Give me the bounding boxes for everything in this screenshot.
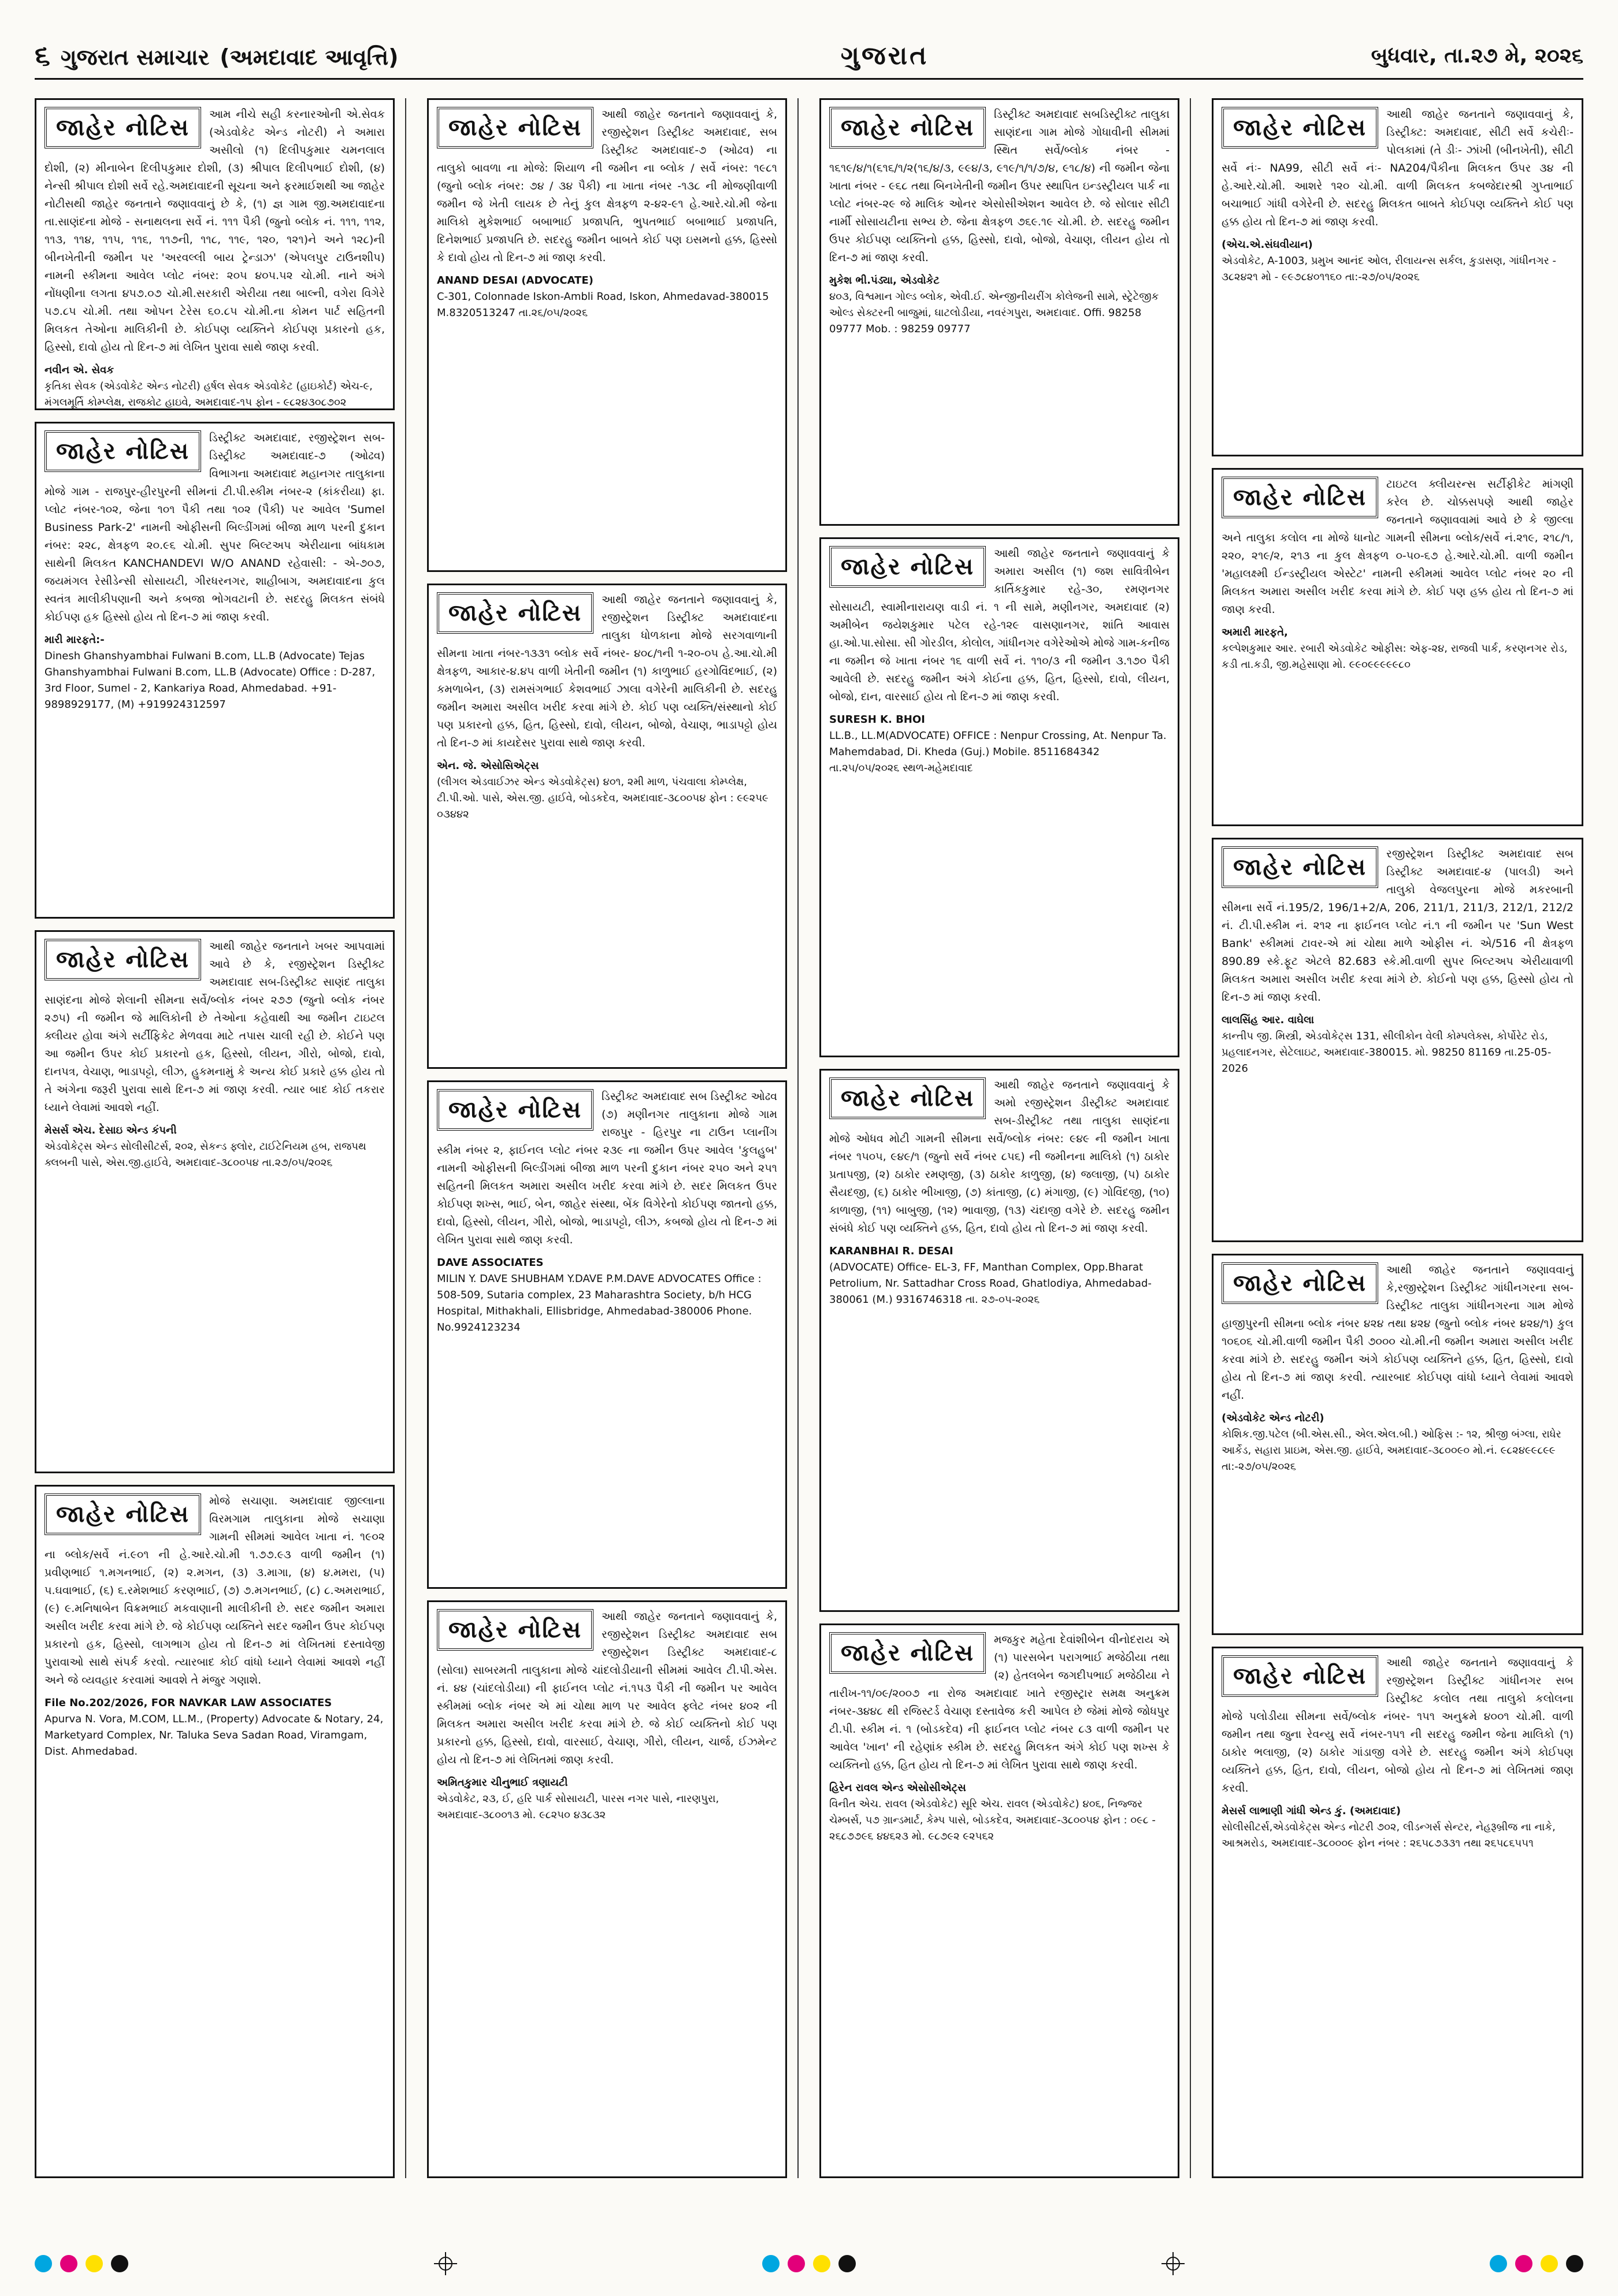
notice-body: આથી જાહેર જનતાને જણાવવાનું કે, રજીસ્ટ્રેશન ડિસ્ટ્રીક્ટ અમદાવાદ, સબ ડિસ્ટ્રીક્ટ અમદાવાદ-૭ (ઓઢવ) ના તાલુકો બાવળા ના મોજે: શિયાળ ની જમીન ના બ્લોક / સર્વે નંબર: ૧૯૮૧ (જુનો બ્લોક નંબર: ૭૪ / ૩૪ પૈકી) ના ખાતા નંબર -૧૩૮ ની મોજણીવાળી જમીન જે ખેતી લાયક છે તેનું કુલ ક્ષેત્રફળ ૨-૪૨-૯૧ હે.આરે.ચો.મી જેના માલિકો મુકેશભાઈ બબાભાઈ પ્રજાપતિ, ભુપતભાઈ બબાભાઈ પ્રજાપતિ, દિનેશભાઈ પ્રજાપતિ છે. સદરહુ જમીન બાબતે કોઈ પણ ઇસમનો હક્ક, હિસ્સો કે દાવો હોય તો દિન-૭ માં જાણ કરવી. <box>437 108 777 264</box>
notice-body: આથી જાહેર જનતાને જણાવવાનું કે, રજીસ્ટ્રેશન ડિસ્ટ્રીક્ટ અમદાવાદ સબ રજીસ્ટ્રેશન ડિસ્ટ્રીક્ટ અમદાવાદ-૮ (સોલા) સાબરમતી તાલુકાના મોજે ચાંદલોડીયાની સીમમાં આવેલ ટી.પી.એસ. નં. ૪૪ (ચાંદલોડીયા) ની ફાઈનલ પ્લોટ નં.૧૫૩ પૈકી ની જમીન પર આવેલ સ્કીમમાં બ્લોક નંબર એ માં ચોથા માળ પર આવેલ ફ્લેટ નંબર ૪૦૨ ની મિલકત અમારા અસીલ ખરીદ કરવા માંગે છે. જે કોઈ વ્યક્તિનો કોઈ પણ પ્રકારનો હક્ક, હિસ્સો, દાવો, વારસાઈ, વેચાણ, ગીરો, લીયન, ચાર્જ, ઈઝમેન્ટ હોય તો દિન-૭ માં લેખિતમાં જાણ કરવી. <box>437 1610 777 1766</box>
magenta-dot-icon <box>1515 2255 1532 2272</box>
public-notice <box>427 1080 787 1589</box>
public-notice <box>427 584 787 1069</box>
masthead-left <box>35 39 399 72</box>
notice-heading: જાહેર નોટિસ <box>1222 846 1378 888</box>
public-notice <box>35 930 395 1473</box>
cyan-dot-icon <box>762 2255 780 2272</box>
public-notice <box>819 1623 1179 2178</box>
signer-name: એન. જે. એસોસિએટ્સ <box>437 760 539 772</box>
notice-heading: જાહેર નોટિસ <box>44 939 201 980</box>
signer-detail: (ADVOCATE) Office- EL-3, FF, Manthan Complex, Opp.Bharat Petrolium, Nr. Sattadhar Cross Road, Ghatlodiya, Ahmedabad-380061 (M.) 9316746318 તા. ૨૭-૦૫-૨૦૨૬ <box>829 1261 1152 1306</box>
notice-signature <box>1222 1803 1574 1852</box>
print-registration-marks <box>35 2252 1583 2275</box>
signer-detail: C-301, Colonnade Iskon-Ambli Road, Iskon, Ahmedavad-380015 M.8320513247 તા.૨૬/૦૫/૨૦૨૬ <box>437 291 769 319</box>
notice-heading: જાહેર નોટિસ <box>829 546 986 588</box>
crosshair-icon <box>434 2252 457 2275</box>
notice-signature <box>1222 1012 1574 1077</box>
notice-body: ટાઇટલ ક્લીયરન્સ સર્ટીફીકેટ માંગણી કરેલ છે. ચોક્કસપણે આથી જાહેર જનતાને જણાવવામાં આવે છે કે જીલ્લા અને તાલુકા કલોલ ના મોજે ધાનોટ ગામની સીમના બ્લોક/સર્વે નં.૨૧૯, ૨૧૮/૧, ૨૨૦, ૨૧૯/૨, ૨૧૩ ના કુલ ક્ષેત્રફળ ૦-૫૦-૬૭ હે.આરે.ચો.મી. વાળી જમીન 'મહાલક્ષ્મી ઈન્ડસ્ટ્રીયલ એસ્ટેટ' નામની સ્કીમમાં આવેલ પ્લોટ નંબર ૨૦ ની મિલકત અમારા અસીલ ખરીદ કરવા માંગે છે. કોઈ પણ હક્ક હોય તો દિન-૭ માં જાણ કરવી. <box>1222 478 1574 616</box>
public-notice <box>1212 98 1583 456</box>
signer-name: લાલસિંહ આર. વાઘેલા <box>1222 1014 1315 1026</box>
public-notice <box>35 422 395 919</box>
notice-heading: જાહેર નોટિસ <box>829 1632 986 1674</box>
signer-name: (એડવોકેટ એન્ડ નોટરી) <box>1222 1412 1324 1424</box>
signer-detail: Dinesh Ghanshyambhai Fulwani B.com, LL.B (Advocate) Tejas Ghanshyambhai Fulwani B.com, LL.B (Advocate) Office : D-287, 3rd Floor, Sumel - 2, Kankariya Road, Ahmedabad. +91-9898929177, (M) +919924312597 <box>44 650 376 711</box>
signer-name: DAVE ASSOCIATES <box>437 1257 544 1269</box>
public-notice <box>427 98 787 572</box>
color-dots-center <box>762 2255 856 2272</box>
signer-detail: LL.B., LL.M(ADVOCATE) OFFICE : Nenpur Crossing, At. Nenpur Ta. Mahemdabad, Di. Kheda (Guj.) Mobile. 8511684342 તા.૨૫/૦૫/૨૦૨૬ સ્થળ-મહેમદાવાદ <box>829 730 1167 774</box>
column-4 <box>1212 98 1583 2178</box>
signer-detail: કલ્પેશકુમાર આર. રબારી એડવોકેટ ઓફીસ: એફ-૨૪, રાજવી પાર્ક, કરણનગર રોડ, કડી તા.કડી, જી.મહેસાણા મો. ૯૯૦૯૯૯૯૯૮૦ <box>1222 642 1568 671</box>
public-notice <box>1212 468 1583 826</box>
notice-heading: જાહેર નોટિસ <box>44 107 201 148</box>
color-dots-right <box>1490 2255 1583 2272</box>
signer-name: અમિતકુમાર ચીનુભાઈ ત્રણાયટી <box>437 1777 568 1789</box>
column-3 <box>819 98 1191 2178</box>
notice-signature <box>829 273 1170 337</box>
notice-signature <box>1222 1410 1574 1475</box>
signer-name: નવીન એ. સેવક <box>44 364 114 376</box>
notice-signature <box>437 273 777 321</box>
page-masthead <box>35 34 1583 80</box>
notice-body: રજીસ્ટ્રેશન ડિસ્ટ્રીક્ટ અમદાવાદ સબ ડિસ્ટ્રીક્ટ અમદાવાદ-૪ (પાલડી) અને તાલુકો વેજલપુરના મોજે મકરબાની સીમના સર્વે નં.195/2, 196/1+2/A, 206, 211/1, 211/3, 212/1, 212/2 નં. ટી.પી.સ્કીમ નં. ૨૧૨ ના ફાઈનલ પ્લોટ નં.૧ ની જમીન પર 'Sun West Bank' સ્કીમમાં ટાવર-એ માં ચોથા માળે ઓફીસ નં. એ/516 ની ક્ષેત્રફળ 890.89 સ્કે.ફૂટ એટલે 82.683 સ્કે.મી.વાળી સુપર બિલ્ટઅપ એરીયાવાળી મિલકત અમારા અસીલ ખરીદ કરવા માંગે છે. કોઈનો પણ હક્ક, હિસ્સો હોય તો દિન-૭ માં જાણ કરવી. <box>1222 848 1574 1004</box>
issue-date: બુધવાર, તા.૨૭ મે, ૨૦૨૬ <box>1371 43 1583 68</box>
notice-heading: જાહેર નોટિસ <box>44 430 201 472</box>
signer-name: મેસર્સ લાભાણી ગાંધી એન્ડ કું. (અમદાવાદ) <box>1222 1805 1401 1817</box>
cyan-dot-icon <box>35 2255 52 2272</box>
black-dot-icon <box>838 2255 856 2272</box>
notice-signature <box>829 712 1170 777</box>
notice-signature <box>44 362 385 410</box>
signer-detail: કોશિક.જી.પટેલ (બી.એસ.સી., એલ.એલ.બી.) ઓફિસ :- ૧૨, શ્રીજી બંગ્લા, રાધેર આર્કેડ, સહારા પ્રાઇમ, એસ.જી. હાઈવે, અમદાવાદ-૩૮૦૦૯૦ મો.નં. ૯૮૨૪૯૯૮૯૯ તા:-૨૭/૦૫/૨૦૨૬ <box>1222 1428 1561 1473</box>
notice-heading: જાહેર નોટિસ <box>1222 1262 1378 1304</box>
public-notice <box>427 1600 787 2178</box>
notice-body: આથી જાહેર જનતાને જણાવવાનું કે અમારા અસીલ (૧) જશ સાવિત્રીબેન કાર્તિકકુમાર રહે-૩૦, રમણનગર સોસાયટી, સ્વામીનારાયણ વાડી નં. ૧ ની સામે, મણીનગર, અમદાવાદ (૨) અમીબેન જયેશકુમાર પટેલ રહે-૧૨૯ વાસણાનગર, શાંતિ આવાસ હા.ઓ.પા.સોસા. સી ગોરડીલ, કોલોલ, ગાંધીનગર વગેરેઓએ મોજે ગામ-કનીજ ના જમીન જે ખાતા નંબર ૧૬ વાળી સર્વે નં. ૧૧૦/૩ ની જમીન ૩.૧૭૦ પૈકી આવેલી છે. સદરહુ જમીન અંગે કોઈના હક્ક, હિત, હિસ્સો, દાવો, લીયન, બોજો, દાન, વારસાઈ હોય તો દિન-૭ માં જાણ કરવી. <box>829 547 1170 703</box>
signer-name: SURESH K. BHOI <box>829 714 925 726</box>
signer-name: અમારી મારફતે, <box>1222 626 1288 638</box>
public-notice <box>35 98 395 410</box>
public-notice <box>1212 1647 1583 2178</box>
signer-detail: સોલીસીટર્સ,એડવોકેટ્સ એન્ડ નોટરી ૭૦૨, લીડન્ગર્સ સેન્ટર, નેહરૂબ્રીજ ના નાકે, આશ્રમરોડ, અમદાવાદ-૩૮૦૦૦૯ ફોન નંબર : ૨૬૫૮૭૩૩૧ તથા ૨૬૫૮૬૫૫૧ <box>1222 1821 1556 1849</box>
signer-detail: એડવોકેટ, A-1003, પ્રમુખ આનંદ ઓલ, રીલાયન્સ સર્કલ, કુડાસણ, ગાંધીનગર - ૩૮૨૪૨૧ મો - ૯૯૭૮૪૦૧૧૬૦ તા:-૨૭/૦૫/૨૦૨૬ <box>1222 255 1556 283</box>
signer-detail: Apurva N. Vora, M.COM, LL.M., (Property) Advocate & Notary, 24, Marketyard Complex, Nr. Taluka Seva Sadan Road, Viramgam, Dist. Ahmedabad. <box>44 1713 384 1758</box>
notice-signature <box>829 1780 1170 1845</box>
public-notice <box>819 98 1179 526</box>
notice-heading: જાહેર નોટિસ <box>1222 107 1378 148</box>
cyan-dot-icon <box>1490 2255 1507 2272</box>
signer-detail: વિનીત એચ. રાવલ (એડવોકેટ) સૂરિ એચ. રાવલ (એડવોકેટ) ૪૦૬, નિજ્જર ચેમ્બર્સ, ૫૭ ગ્રાન્ડમાર્ટ, કેમ્પ પાસે, બોડકદેવ, અમદાવાદ-૩૮૦૦૫૪ ફોન : ૦૯૮ - ૨૬૮૭૭૯૬ ૪૪૬૨૩ મો. ૯૮૭૯૨ ૯૨૫૬૨ <box>829 1798 1156 1842</box>
notice-signature <box>44 1695 385 1760</box>
notice-body: આમ નીચે સહી કરનારઓની એ.સેવક (એડવોકેટ એન્ડ નોટરી) ને અમારા અસીલો (૧) દિલીપકુમાર ચમનલાલ દોશી, (૨) મીનાબેન દિલીપકુમાર દોશી, (૩) શ્રીપાલ દિલીપભાઈ દોશી, (૪) નેન્સી શ્રીપાલ દોશી સર્વે રહે.અમદાવાદની સૂચના અને ફરમાઈશથી આ જાહેર નોટીસથી જાહેર જનતાને જણાવવાનું છે કે, (૧) જ્ઞ ગામ જી.અમદાવાદના તા.સાણંદના મોજે - સનાથલના સર્વે નં. ૧૧૧ પૈકી (જુનો બ્લોક નં. ૧૧૧, ૧૧૨, ૧૧૩, ૧૧૪, ૧૧૫, ૧૧૬, ૧૧૭ની, ૧૧૮, ૧૧૯, ૧૨૦, ૧૨૧)ને અને ૧૨૮)ની બીનખેતીની જમીન પર 'અરવલ્લી બાય ટ્રેન્ડાઝ' (એપલપુર ટાઉનશીપ) નામની સ્કીમના આવેલ પ્લોટ નંબર: ૨૦૫ ૪૦૫.૫૨ ચો.મી. નાને અંગે નોંધણીના લગતા ૪૫૭.૦૭ ચો.મી.સરકારી એરીયા તથા બાલ્ની, વગેરા વિગેરે ૫૭.૮૫ ચો.મી. તથા ઓપન ટેરેસ ૬૦.૮૫ ચો.મી.ના કોમન પાર્ટ સહિતની મિલકત તેઓના માલિકીની છે. કોઈપણ વ્યક્તિને કોઈપણ પ્રકારનો હક, હિસ્સો, દાવો હોય તો દિન-૭ માં લેખિત પુરાવા સાથે જાણ કરવી. <box>44 108 385 354</box>
signer-name: હિરેન રાવલ એન્ડ એસોસીએટ્સ <box>829 1782 966 1794</box>
public-notice <box>1212 1254 1583 1635</box>
signer-detail: એડવોકેટ, ૨૩, ઈ, હરિ પાર્ક સોસાયટી, પારસ નગર પાસે, નારણપુરા, અમદાવાદ-૩૮૦૦૧૩ મો. ૯૮૨૫૦ ૪૩૮૩૨ <box>437 1793 719 1821</box>
signer-name: મેસર્સ એચ. દેસાઇ એન્ડ કંપની <box>44 1124 177 1136</box>
notice-body: આથી જાહેર જનતાને ખબર આપવામાં આવે છે કે, રજીસ્ટ્રેશન ડિસ્ટ્રીક્ટ અમદાવાદ સબ-ડિસ્ટ્રીક્ટ સાણંદ તાલુકા સાણંદના મોજે શેલાની સીમના સર્વે/બ્લોક નંબર ૨૭૭ (જુનો બ્લોક નંબર ૨૭૫) ની જમીન જે માલિકોની છે તેઓના કહેવાથી આ જમીન ટાઇટલ ક્લીયર હોવા અંગે સર્ટીફિકેટ મેળવવા માટે તપાસ ચાલી રહી છે. કોઈને પણ આ જમીન ઉપર કોઈ પ્રકારનો હક, હિસ્સો, લીયન, ગીરો, બોજો, દાવો, દાનપત્ર, વેચાણ, ભાડાપટ્ટો, લીઝ, હુકમનામું કે અન્ય કોઈ પ્રકારે હક્ક હોય તો તે અંગેના જરૂરી પુરાવા સાથે દિન-૭ માં જાણ કરવી. ત્યાર બાદ કોઈ તકરાર ધ્યાને લેવામાં આવશે નહીં. <box>44 940 385 1114</box>
public-notice <box>35 1485 395 2178</box>
black-dot-icon <box>111 2255 128 2272</box>
signer-name: KARANBHAI R. DESAI <box>829 1245 953 1257</box>
notice-body: આથી જાહેર જનતાને જણાવવાનું કે રજીસ્ટ્રેશન ડિસ્ટ્રીક્ટ ગાંધીનગર સબ ડિસ્ટ્રીક્ટ કલોલ તથા તાલુકો કલોલના મોજે પલોડીયા સીમના સર્વે/બ્લોક નંબર- ૧૫૧ અનુક્રમે ૪૦૦૧ ચો.મી. વાળી જમીન તથા જુના રેવન્યુ સર્વે નંબર-૧૫૧ ની સદરહુ જમીન જેના માલિકો (૧) ઠાકોર ભલાજી, (૨) ઠાકોર ગાંડાજી વગેરે છે. સદરહુ જમીન અંગે કોઈપણ વ્યક્તિને હક્ક, હિત, દાવો, લીયન, બોજો હોય તો દિન-૭ માં લેખિતમાં જાણ કરવી. <box>1222 1656 1574 1795</box>
column-1 <box>35 98 406 2178</box>
notice-heading: જાહેર નોટિસ <box>829 1078 986 1119</box>
signer-detail: કાન્તીપ જી. મિસ્ત્રી, એડવોકેટ્સ 131, સીલીકોન વેલી કોમ્પલેક્સ, કોર્પોરેટ રોડ, પ્રહલાદનગર, સેટેલાઇટ, અમદાવાદ-380015. મો. 98250 81169 તા.25-05-2026 <box>1222 1030 1552 1075</box>
signer-detail: MILIN Y. DAVE SHUBHAM Y.DAVE P.M.DAVE ADVOCATES Office : 508-509, Sutaria complex, 23 Maharashtra Society, b/h HCG Hospital, Mithakhali, Ellisbridge, Ahmedabad-380006 Phone. No.9924123234 <box>437 1273 762 1333</box>
page-number: ૬ <box>35 39 50 72</box>
notice-heading: જાહેર નોટિસ <box>437 1609 593 1651</box>
notice-body: આથી જાહેર જનતાને જણાવવાનું કે અમો રજીસ્ટ્રેશન ડીસ્ટ્રીક્ટ અમદાવાદ સબ-ડીસ્ટ્રીક્ટ તથા તાલુકા સાણંદના મોજે ઓધવ મોટી ગામની સીમના સર્વે/બ્લોક નંબર: ૯૪૯ ની જમીન ખાતા નંબર ૧૫૦૫, ૯૪૯/૧ (જુનો સર્વે નંબર ૮૫૬) ની જમીનના માલિકો (૧) ઠાકોર પ્રતાપજી, (૨) ઠાકોર રમણજી, (૩) ઠાકોર કાળુજી, (૪) જલાજી, (૫) ઠાકોર સૈયદજી, (૬) ઠાકોર ભીખાજી, (૭) કાંતાજી, (૮) મંગાજી, (૯) ગોવિંદજી, (૧૦) કાળાજી, (૧૧) બાબુજી, (૧૨) ભાવાજી, (૧૩) ચંદાજી વગેરે છે. સદરહુ જમીન સંબંધે કોઈ પણ વ્યક્તિને હક્ક, હિત, દાવો હોય તો દિન-૭ માં જાણ કરવી. <box>829 1079 1170 1235</box>
notices-grid <box>35 98 1583 2178</box>
yellow-dot-icon <box>86 2255 103 2272</box>
notice-heading: જાહેર નોટિસ <box>437 1089 593 1131</box>
notice-heading: જાહેર નોટિસ <box>437 592 593 634</box>
signer-name: ANAND DESAI (ADVOCATE) <box>437 274 593 287</box>
signer-detail: કૃતિકા સેવક (એડવોકેટ એન્ડ નોટરી) હર્ષલ સેવક એડવોકેટ (હાઇકોર્ટ) એચ-૯, મંગલમૂર્તિ કોમ્પ્લેક્ષ, રાજકોટ હાઇવે, અમદાવાદ-૧૫ ફોન - ૯૮૨૪૩૦૮૭૦૨ <box>44 380 373 408</box>
signer-name: મુકેશ ભી.પંડ્યા, એડવોકેટ <box>829 274 940 287</box>
signer-name: મારી મારફતે:- <box>44 634 105 646</box>
notice-signature <box>437 1255 777 1336</box>
notice-heading: જાહેર નોટિસ <box>829 107 986 148</box>
black-dot-icon <box>1566 2255 1583 2272</box>
paper-name: ગુજરાત સમાચાર <box>60 44 210 70</box>
notice-body: આથી જાહેર જનતાને જણાવવાનું કે, રજીસ્ટ્રેશન ડિસ્ટ્રીક્ટ અમદાવાદના તાલુકા ધોળકાના મોજે સરગવાળાની સીમના ખાતા નંબર-૧૩૩૧ બ્લોક સર્વે નંબર- ૪૦૮/૧ની ૧-૨૦-૦૫ હે.આ.ચો.મી ક્ષેત્રફળ, આકાર-૪.૪૫ વાળી ખેતીની જમીન (૧) કાળુભાઈ હરગોવિંદભાઈ, (૨) કમળાબેન, (૩) રામસંગભાઈ કેશવભાઈ ઝાલા વગેરેની માલિકીની છે. સદરહુ જમીન અમારા અસીલ ખરીદ કરવા માંગે છે. કોઈ પણ વ્યક્તિ/સંસ્થાનો કોઈ પણ પ્રકારનો હક્ક, હિત, હિસ્સો, દાવો, લીયન, બોજો, વેચાણ, ભાડાપટ્ટો હોય તો દિન-૭ માં કાયદેસર પુરાવા સાથે જાણ કરવી. <box>437 593 777 749</box>
signer-detail: (લીગલ એડવાઈઝર એન્ડ એડવોકેટ્સ) ૪૦૧, ૨મી માળ, પંચવાલા કોમ્પ્લેક્ષ, ટી.પી.ઓ. પાસે, એસ.જી. હાઈવે, બોડકદેવ, અમદાવાદ-૩૮૦૦૫૪ ફોન : ૯૯૨૫૯ ૦૩૪૪૨ <box>437 776 769 820</box>
notice-body: મોજે સચાણા. અમદાવાદ જીલ્લાના વિરમગામ તાલુકાના મોજે સચાણા ગામની સીમમાં આવેલ ખાતા નં. ૧૯૦૨ ના બ્લોક/સર્વે નં.૯૦૧ ની હે.આરે.ચો.મી ૧.૭૭.૯૩ વાળી જમીન (૧) પ્રવીણભાઈ ૧.મગનભાઈ, (૨) ૨.મગન, (૩) ૩.માગા, (૪) ૪.મમરા, (૫) ૫.ઘવાભાઈ, (૬) ૬.રમેશભાઈ કરણભાઈ, (૭) ૭.મગનભાઈ, (૮) ૮.અમરાભાઈ, (૯) ૯.મનિષાબેન વિક્રમભાઈ મકવાણાની માલીકીની છે. સદર જમીન અમારા અસીલ ખરીદ કરવા માંગે છે. જે કોઈપણ વ્યક્તિને સદર જમીન ઉપર કોઈપણ પ્રકારનો હક, હિસ્સો, લાગભાગ હોય તો દિન-૭ માં લેખિતમાં દસ્તાવેજી પુરાવાઓ સાથે સંપર્ક કરવો. ત્યારબાદ કોઈ વાંધો ધ્યાને લેવામાં આવશે નહીં અને જે વ્યવહાર કરવામાં આવશે તે મંજુર ગણાશે. <box>44 1495 385 1686</box>
notice-signature <box>1222 237 1574 285</box>
notice-heading: જાહેર નોટિસ <box>1222 1655 1378 1697</box>
notice-signature <box>44 632 385 713</box>
section-title: ગુજરાત <box>840 41 929 70</box>
notice-signature <box>1222 625 1574 673</box>
notice-signature <box>829 1243 1170 1308</box>
column-2 <box>427 98 799 2178</box>
notice-signature <box>437 1775 777 1823</box>
signer-name: File No.202/2026, FOR NAVKAR LAW ASSOCIATES <box>44 1697 332 1709</box>
notice-heading: જાહેર નોટિસ <box>437 107 593 148</box>
magenta-dot-icon <box>60 2255 77 2272</box>
notice-signature <box>437 758 777 823</box>
crosshair-icon <box>1161 2252 1185 2275</box>
public-notice <box>1212 838 1583 1242</box>
color-dots-left <box>35 2255 128 2272</box>
notice-body: આથી જાહેર જનતાને જણાવવાનું કે, ડિસ્ટ્રીક્ટ: અમદાવાદ, સીટી સર્વે કચેરીઃ- પોલકામાં (તે ડીઃ- ઝાંખી (બીનખેતી), સીટી સર્વે નંઃ- NA99, સીટી સર્વે નંઃ- NA204/પૈકીના મિલકત ઉપર ૩૪ ની હે.આરે.ચો.મી. આશરે ૧૨૦ ચો.મી. વાળી મિલકત કબજેદારશ્રી ગુપ્તાભાઈ બચાભાઈ ગાંધી વગેરેની છે. સદરહુ મિલકત બાબતે કોઈપણ વ્યક્તિને કોઈ પણ હક્ક હોય તો દિન-૭ માં જાણ કરવી. <box>1222 108 1574 228</box>
notice-heading: જાહેર નોટિસ <box>1222 477 1378 518</box>
notice-body: ડિસ્ટ્રીક્ટ અમદાવાદ સબડિસ્ટ્રીક્ટ તાલુકા સાણંદના ગામ મોજે ગોધાવીની સીમમાં સ્થિત સર્વે/બ્લોક નંબર - ૧૬૧૯/૪/૧(૬૧૬/૧/૨(૧૬/૪/૩, ૯૯૪/૩, ૯૧૯/૧/૧/૭/૪, ૯૧૮/૪) ની જમીન જેના ખાતા નંબર - ૯૬૮ તથા બિનખેતીની જમીન ઉપર સ્થાપિત ઇન્ડસ્ટ્રીયલ પાર્ક ના પ્લોટ નંબર-૨૯ જે માલિક ઓનર એસોસીએશન આવેલ છે. જે સોલાર સીટી નાર્મી સોસાયટીના સભ્ય છે. જેના ક્ષેત્રફળ ૭૬૯.૧૯ ચો.મી. છે. સદરહુ જમીન ઉપર કોઈપણ વ્યક્તિનો હક્ક, હિસ્સો, દાવો, બોજો, વેચાણ, લીયન હોય તો દિન-૭ માં જાણ કરવી. <box>829 108 1170 264</box>
public-notice <box>819 1069 1179 1612</box>
yellow-dot-icon <box>813 2255 830 2272</box>
signer-detail: ૪૦૩, વિશ્વમાન ગોલ્ડ બ્લોક, એવી.ઈ. એન્જીનીયરીંગ કોલેજની સામે, સ્ટ્રેટેજીક ઓલ્ડ સેક્ટરની બાજુમાં, ઘાટલોડીયા, નવરંગપુરા, અમદાવાદ. Offi. 98258 09777 Mob. : 98259 09777 <box>829 291 1159 335</box>
notice-body: ડિસ્ટ્રીક્ટ અમદાવાદ, રજીસ્ટ્રેશન સબ-ડિસ્ટ્રીક્ટ અમદાવાદ-૭ (ઓઢવ) વિભાગના અમદાવાદ મહાનગર તાલુકાના મોજે ગામ - રાજપુર-હીરપુરની સીમનાં ટી.પી.સ્કીમ નંબર-૨ (કાંકરીયા) ફા. પ્લોટ નંબર-૧૦૨, જેના ૧૦૧ પૈકી તથા ૧૦૨ (પૈકી) પર આવેલ 'Sumel Business Park-2' નામની ઓફીસની બિલ્ડીંગમાં બીજા માળ પરની દુકાન નંબર: ૨૨૮, ક્ષેત્રફળ ૨૦.૯૬ ચો.મી. સુપર બિલ્ટઅપ એરીયાના બાંધકામ સાથેની મિલકત KANCHANDEVI W/O ANAND રહેવાસી: - એ-૭૦૭, જયમંગલ રેસીડેન્સી સોસાયટી, ગીરધરનગર, શાહીબાગ, અમદાવાદના કુલ સ્વતંત્ર માલીકીપણાની અને કબજા ભોગવટાની છે. સદરહુ મિલકત સંબંધે કોઈપણ હક હિસ્સો હોય તો દિન-૭ માં જાણ કરવી. <box>44 432 385 623</box>
notice-heading: જાહેર નોટિસ <box>44 1493 201 1535</box>
notice-body: આથી જાહેર જનતાને જણાવવાનું કે,રજીસ્ટ્રેશન ડિસ્ટ્રીક્ટ ગાંધીનગરના સબ-ડિસ્ટ્રીક્ટ તાલુકા ગાંધીનગરના ગામ મોજે હાજીપુરની સીમના બ્લોક નંબર ૪૨૪ તથા ૪૨૪ (જુનો બ્લોક નંબર ૪૨૪/૧) કુલ ૧૦૬૦૬ ચો.મી.વાળી જમીન પૈકી ૭૦૦૦ ચો.મી.ની જમીન અમારા અસીલ ખરીદ કરવા માંગે છે. સદરહુ જમીન અંગે કોઈપણ વ્યક્તિને હક્ક, હિત, હિસ્સો, દાવો હોય તો દિન-૭ માં જાણ કરવી. ત્યારબાદ કોઈપણ વાંધો ધ્યાને લેવામાં આવશે નહીં. <box>1222 1264 1574 1402</box>
public-notice <box>819 537 1179 1057</box>
signer-detail: એડવોકેટ્સ એન્ડ સોલીસીટર્સ, ૨૦૨, સેકન્ડ ફ્લોર, ટાઈટેનિયમ હબ, રાજપથ ક્લબની પાસે, એસ.જી.હાઈવે, અમદાવાદ-૩૮૦૦૫૪ તા.૨૭/૦૫/૨૦૨૬ <box>44 1140 366 1169</box>
yellow-dot-icon <box>1541 2255 1558 2272</box>
signer-name: (એચ.એ.સંઘવીયાન) <box>1222 239 1313 251</box>
notice-signature <box>44 1123 385 1171</box>
notice-body: ડિસ્ટ્રીક્ટ અમદાવાદ સબ ડિસ્ટ્રીક્ટ ઓઢવ (૭) મણીનગર તાલુકાના મોજે ગામ રાજપુર - હિરપુર ના ટાઉન પ્લાનીંગ સ્કીમ નંબર ૨, ફાઈનલ પ્લોટ નંબર ૨૩૯ ના જમીન ઉપર આવેલ 'કુલહુબ' નામની ઓફીસની બિલ્ડીંગમાં બીજા માળ પરની દુકાન નંબર ૨૫૦ અને ૨૫૧ સહિતની મિલકત અમારા અસીલ ખરીદ કરવા માંગે છે. સદર મિલકત ઉપર કોઈપણ શખ્સ, ભાઈ, બેન, જાહેર સંસ્થા, બેંક વિગેરેનો કોઈપણ જાતનો હક્ક, દાવો, હિસ્સો, લીયન, ગીરો, બોજો, ભાડાપટ્ટો, લીઝ, કબજો હોય તો દિન-૭ માં લેખિત પુરાવા સાથે જાણ કરવી. <box>437 1090 777 1246</box>
magenta-dot-icon <box>788 2255 805 2272</box>
notice-body: મજકુર મહેતા દેવાંશીબેન વીનોદરાય એ (૧) પારસબેન પરાગભાઈ મજેઠીયા તથા (૨) હેતલબેન જગદીપભાઈ મજેઠીયા ને તારીખ-૧૧/૦૯/૨૦૦૭ ના રોજ અમદાવાદ ખાતે રજીસ્ટ્રાર સમક્ષ અનુક્રમ નંબર-૩૪૪૮ થી રજિસ્ટર્ડ વેચાણ દસ્તાવેજ કરી આપેલ છે જેમાં મોજે જોધપુર ટી.પી. સ્કીમ નં. ૧ (બોડકદેવ) ની ફાઈનલ પ્લોટ નંબર ૮૩ વાળી જમીન પર આવેલ 'ખાન' ની રહેણાંક સ્કીમ છે. સદરહુ મિલકત અંગે કોઈ પણ શખ્સ કે વ્યક્તિનો હક્ક, હિત હોય તો દિન-૭ માં લેખિત પુરાવા સાથે જાણ કરવી. <box>829 1633 1170 1771</box>
edition-label: (અમદાવાદ આવૃત્તિ) <box>220 44 399 70</box>
